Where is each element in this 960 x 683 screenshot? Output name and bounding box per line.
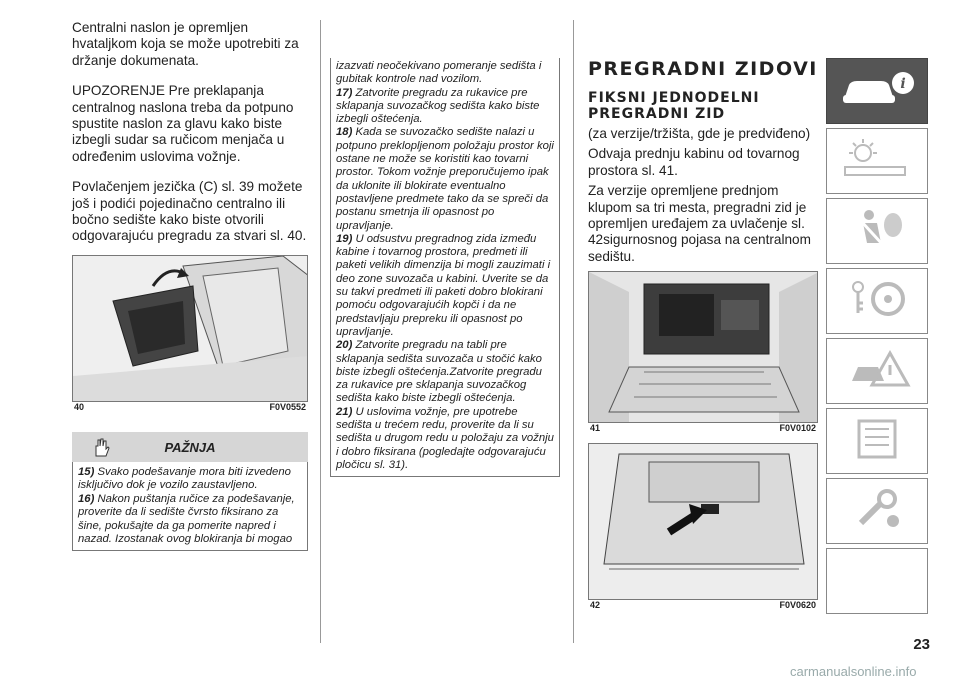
tab-safety[interactable] bbox=[826, 198, 928, 264]
figure-40-image bbox=[72, 255, 308, 402]
warning-triangle-car-icon bbox=[842, 347, 912, 396]
tab-dashboard-lights[interactable] bbox=[826, 128, 928, 194]
middle-column bbox=[330, 58, 560, 477]
svg-text:i: i bbox=[900, 75, 906, 92]
car-info-icon bbox=[837, 69, 917, 114]
figure-40-number: 40 bbox=[74, 401, 85, 412]
warning-item: 21) U uslovima vožnje, pre upotrebe sedišta u trećem redu, proverite da li su sedišta u drugom redu u položaju za vožnju i dobro fiksirana (pogledajte odgovarajuću pločicu sl. 31). bbox=[336, 405, 554, 471]
page-number: 23 bbox=[913, 636, 930, 653]
figure-42-number: 42 bbox=[590, 600, 601, 611]
warning-item: 19) U odsustvu pregradnog zida između kabine i tovarnog prostora, predmeti ili paketi velikih dimenzija bi mogli zauzimati i deo zone suvozača u kabini. Uverite se da su takvi predmeti ili paketi dobro blokirani pomoću odgovarajućih kopči i da ne predstavljaju prepreku ili opasnost po upravljanje. bbox=[336, 232, 551, 338]
section-heading: PREGRADNI ZIDOVI bbox=[588, 58, 818, 80]
figure-42-code: F0V0620 bbox=[779, 600, 816, 611]
tab-starting-driving[interactable] bbox=[826, 268, 928, 334]
tab-alphabetical-5[interactable] bbox=[826, 548, 928, 614]
warning-body bbox=[72, 462, 308, 551]
key-steering-wheel-icon bbox=[842, 277, 912, 326]
seat-belt-airbag-icon bbox=[847, 207, 907, 256]
paragraph-separates: Odvaja prednju kabinu od tovarnog prostora sl. 41. bbox=[588, 146, 800, 178]
figure-40-caption bbox=[72, 402, 308, 412]
paragraph-document-holder: Centralni naslon je opremljen hvataljkom koja se može upotrebiti za držanje dokumenata. bbox=[72, 20, 299, 68]
warning-intro: izazvati neočekivano pomeranje sedišta i gubitak kontrole nad vozilom. bbox=[336, 60, 542, 86]
figure-41-caption bbox=[588, 423, 818, 433]
warning-item: 15) Svako podešavanje mora biti izvedeno isključivo dok je vozilo zaustavljeno. bbox=[78, 465, 291, 492]
paragraph-warning-headrest: UPOZORENJE Pre preklapanja centralnog naslona treba da potpuno spustite naslon za glavu kako biste izbegli sudar sa ručicom menjača u određenim uslovima vožnje. bbox=[72, 83, 294, 164]
figure-41-code: F0V0102 bbox=[779, 423, 816, 434]
watermark: carmanualsonline.info bbox=[790, 664, 917, 679]
paragraph-availability: (za verzije/tržišta, gde je predviđeno) bbox=[588, 126, 811, 141]
warning-item: 20) Zatvorite pregradu na tabli pre sklapanja sedišta suvozača u stočić kako biste izbegli oštećenja.Zatvorite pregradu za rukavice pre sklapanja suvozačkog sedišta kako biste izbegli oštećenja. bbox=[336, 339, 542, 405]
service-manual-icon bbox=[847, 417, 907, 466]
wrench-tools-icon bbox=[847, 487, 907, 536]
seat-compartment-illustration bbox=[73, 256, 308, 401]
tab-maintenance[interactable] bbox=[826, 408, 928, 474]
subsection-heading: FIKSNI JEDNODELNI PREGRADNI ZID bbox=[588, 90, 760, 122]
tab-vehicle-info[interactable] bbox=[826, 58, 928, 124]
warning-header bbox=[72, 432, 308, 462]
warning-item: 17) Zatvorite pregradu za rukavice pre sklapanja suvozačkog sedišta kako biste izbegli oštećenja. bbox=[336, 86, 540, 126]
warning-box bbox=[72, 432, 308, 551]
tab-emergency[interactable] bbox=[826, 338, 928, 404]
cargo-partition-illustration bbox=[589, 272, 818, 422]
figure-42-image bbox=[588, 443, 818, 600]
column-divider bbox=[573, 20, 574, 643]
figure-41-number: 41 bbox=[590, 423, 601, 434]
warning-item: 18) Kada se suvozačko sedište nalazi u potpuno preklopljenom položaju prostor koji ostane ne može se koristiti kao tovarni prostor. Tokom vožnje preporučujemo ipak da uklonite ili blokirate eventualno postavljene predmete tako da se spreči da postanu smetnja ili opasnost po upravljanje. bbox=[336, 126, 554, 232]
paragraph-compartment: Povlačenjem jezička (C) sl. 39 možete još i podići pojedinačno centralno ili bočno sedište kako biste otvorili odgovarajuću pregradu za stvari sl. 40. bbox=[72, 179, 307, 244]
partition-belt-retractor-illustration bbox=[589, 444, 818, 599]
tab-technical-data[interactable] bbox=[826, 478, 928, 544]
figure-42-caption bbox=[588, 600, 818, 610]
figure-40-code: F0V0552 bbox=[269, 401, 306, 412]
warning-title: PAŽNJA bbox=[164, 439, 216, 455]
warning-item: 16) Nakon puštanja ručice za podešavanje, proverite da li sedište čvrsto fiksirano za šine, pokušajte da ga pomerite napred i nazad. Izostanak ovog blokiranja bi mogao bbox=[78, 492, 295, 545]
right-column bbox=[588, 58, 818, 610]
warning-continuation bbox=[330, 58, 560, 477]
figure-41-image bbox=[588, 271, 818, 423]
left-column bbox=[72, 20, 308, 551]
paragraph-three-seat: Za verzije opremljene prednjom klupom sa tri mesta, pregradni zid je opremljen uređajem za uvlačenje sl. 42sigurnosnog pojasa na centralnom sedištu. bbox=[588, 183, 811, 264]
column-divider bbox=[320, 20, 321, 643]
dashboard-lights-icon bbox=[837, 137, 917, 186]
